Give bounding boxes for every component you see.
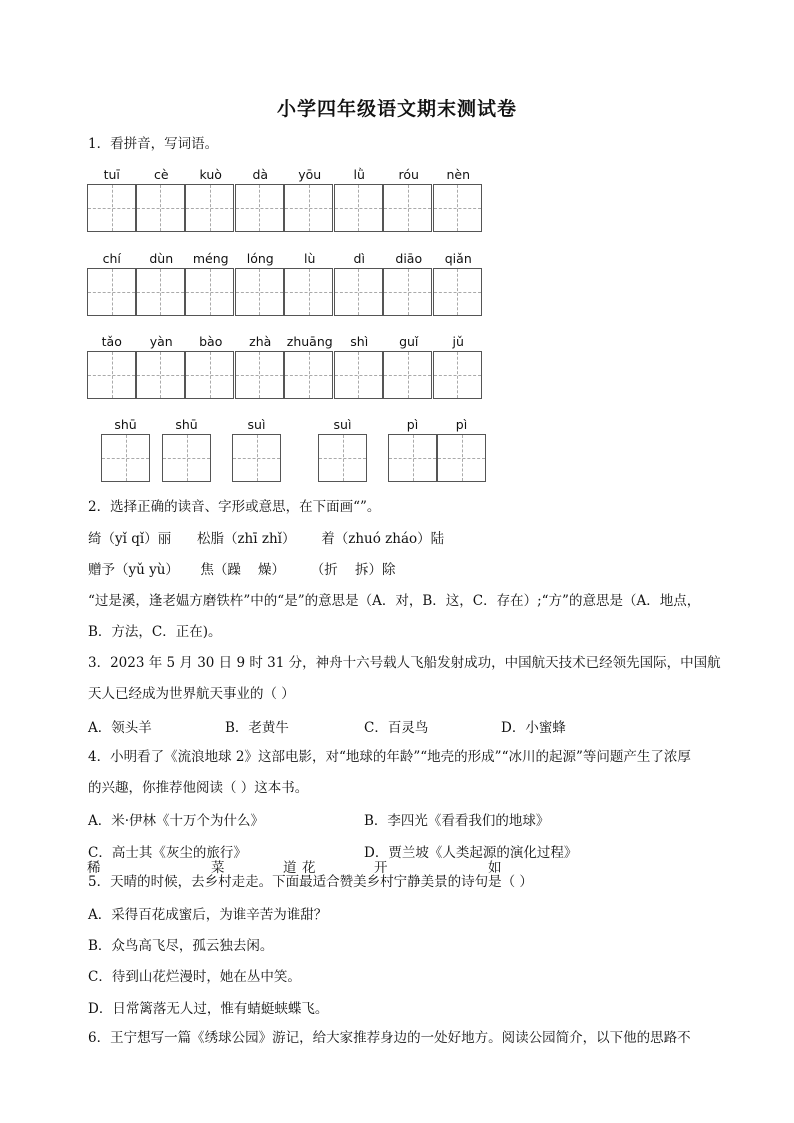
writing-box[interactable] bbox=[235, 268, 284, 316]
writing-box[interactable] bbox=[383, 351, 432, 399]
writing-box[interactable] bbox=[437, 434, 486, 482]
writing-box[interactable] bbox=[136, 351, 185, 399]
pinyin-cell bbox=[137, 166, 187, 232]
writing-box[interactable] bbox=[232, 434, 281, 482]
pinyin-label: cè bbox=[153, 167, 169, 182]
pinyin-label: yōu bbox=[298, 167, 322, 182]
writing-box[interactable] bbox=[162, 434, 211, 482]
pinyin-grid-row-1 bbox=[87, 166, 483, 232]
writing-box[interactable] bbox=[284, 268, 333, 316]
pinyin-cell bbox=[434, 166, 484, 232]
writing-box[interactable] bbox=[318, 434, 367, 482]
pinyin-cell bbox=[186, 333, 236, 399]
pinyin-cell bbox=[87, 250, 137, 316]
q6-line-1: 6．王宁想写一篇《绣球公园》游记，给大家推荐身边的一处好地方。阅读公园简介，以下他的思路不 bbox=[88, 1030, 691, 1046]
pinyin-cell bbox=[384, 250, 434, 316]
q5-stem: 5．天晴的时候，去乡村走走。下面最适合赞美乡村宁静美景的诗句是（ ） bbox=[88, 874, 533, 890]
pinyin-cell bbox=[87, 166, 137, 232]
pinyin-label: tǎo bbox=[101, 334, 122, 349]
writing-box[interactable] bbox=[388, 434, 437, 482]
writing-box[interactable] bbox=[284, 351, 333, 399]
q2-line-4: B．方法，C．正在)。 bbox=[88, 624, 222, 640]
writing-box[interactable] bbox=[185, 351, 234, 399]
idiom-char: 道 bbox=[283, 860, 297, 876]
q3-option-a[interactable]: A．领头羊 bbox=[88, 720, 152, 736]
idiom-char: 开 bbox=[374, 860, 388, 876]
writing-box[interactable] bbox=[334, 268, 383, 316]
pinyin-label: shū bbox=[114, 417, 137, 432]
pinyin-cell bbox=[335, 250, 385, 316]
pinyin-label: lóng bbox=[246, 251, 274, 266]
pinyin-label: tuī bbox=[103, 167, 120, 182]
idiom-char: 菜 bbox=[211, 860, 225, 876]
idiom-char: 花 bbox=[302, 860, 316, 876]
pinyin-label: kuò bbox=[199, 167, 222, 182]
pinyin-cell bbox=[434, 333, 484, 399]
pinyin-cell bbox=[434, 250, 484, 316]
q4-line-1: 4．小明看了《流浪地球 2》这部电影，对“地球的年龄”“地壳的形成”“冰川的起源”等问题产生了浓厚 bbox=[88, 749, 691, 765]
pinyin-label: lǜ bbox=[353, 167, 365, 182]
writing-box[interactable] bbox=[235, 184, 284, 232]
pinyin-label: pì bbox=[406, 417, 419, 432]
pinyin-cell bbox=[186, 166, 236, 232]
pinyin-cell bbox=[186, 250, 236, 316]
pinyin-cell bbox=[236, 250, 286, 316]
writing-box[interactable] bbox=[334, 184, 383, 232]
q4-option-b[interactable]: B．李四光《看看我们的地球》 bbox=[364, 813, 550, 829]
pinyin-label: dà bbox=[252, 167, 269, 182]
pinyin-cell bbox=[87, 333, 137, 399]
q5-option-c[interactable]: C．待到山花烂漫时，她在丛中笑。 bbox=[88, 969, 301, 985]
q2-line-1: 绮（yǐ qǐ）丽 松脂（zhī zhǐ） 着（zhuó zháo）陆 bbox=[88, 531, 445, 547]
pinyin-label: jǔ bbox=[452, 334, 464, 349]
writing-box[interactable] bbox=[433, 351, 482, 399]
writing-box[interactable] bbox=[383, 268, 432, 316]
pinyin-cell bbox=[232, 416, 281, 482]
q2-line-2: 赠予（yǔ yù） 焦（躁 燥） （折 拆）除 bbox=[88, 562, 396, 578]
q2-stem: 2．选择正确的读音、字形或意思，在下面画“”。 bbox=[88, 499, 381, 515]
pinyin-cell bbox=[437, 416, 486, 482]
q2-line-3: “过是溪，逢老媪方磨铁杵”中的“是”的意思是（A．对，B．这，C．存在）;“方”的意思是（A．地点， bbox=[88, 593, 701, 609]
q4-line-2: 的兴趣，你推荐他阅读（ ）这本书。 bbox=[88, 780, 309, 796]
pinyin-label: yàn bbox=[149, 334, 173, 349]
q3-option-c[interactable]: C．百灵鸟 bbox=[364, 720, 429, 736]
pinyin-label: zhà bbox=[249, 334, 272, 349]
writing-box[interactable] bbox=[284, 184, 333, 232]
pinyin-label: chí bbox=[102, 251, 121, 266]
pinyin-grid-row-3 bbox=[87, 333, 483, 399]
writing-box[interactable] bbox=[383, 184, 432, 232]
pinyin-cell bbox=[101, 416, 150, 482]
pinyin-cell bbox=[335, 166, 385, 232]
pinyin-cell bbox=[236, 333, 286, 399]
pinyin-label: zhuāng bbox=[286, 334, 333, 349]
pinyin-cell bbox=[285, 333, 335, 399]
pinyin-label: suì bbox=[247, 417, 266, 432]
q4-option-a[interactable]: A．米·伊林《十万个为什么》 bbox=[88, 813, 265, 829]
pinyin-cell bbox=[384, 166, 434, 232]
idiom-char: 如 bbox=[488, 860, 502, 876]
writing-box[interactable] bbox=[101, 434, 150, 482]
writing-box[interactable] bbox=[136, 184, 185, 232]
pinyin-label: nèn bbox=[446, 167, 471, 182]
pinyin-cell bbox=[137, 333, 187, 399]
pinyin-cell bbox=[236, 166, 286, 232]
q5-option-a[interactable]: A．采得百花成蜜后，为谁辛苦为谁甜？ bbox=[88, 907, 328, 923]
pinyin-label: lù bbox=[304, 251, 316, 266]
writing-box[interactable] bbox=[433, 268, 482, 316]
q3-option-b[interactable]: B．老黄牛 bbox=[225, 720, 289, 736]
writing-box[interactable] bbox=[334, 351, 383, 399]
writing-box[interactable] bbox=[235, 351, 284, 399]
pinyin-cell bbox=[285, 166, 335, 232]
pinyin-label: méng bbox=[192, 251, 229, 266]
pinyin-label: suì bbox=[333, 417, 352, 432]
pinyin-cell bbox=[162, 416, 211, 482]
writing-box[interactable] bbox=[185, 184, 234, 232]
q3-option-d[interactable]: D．小蜜蜂 bbox=[501, 720, 566, 736]
pinyin-label: róu bbox=[398, 167, 419, 182]
pinyin-label: shì bbox=[350, 334, 369, 349]
writing-box[interactable] bbox=[87, 351, 136, 399]
pinyin-cell bbox=[137, 250, 187, 316]
pinyin-label: dì bbox=[353, 251, 365, 266]
q1-stem: 1．看拼音，写词语。 bbox=[88, 136, 219, 152]
writing-box[interactable] bbox=[136, 268, 185, 316]
q5-option-b[interactable]: B．众鸟高飞尽，孤云独去闲。 bbox=[88, 938, 274, 954]
page-title: 小学四年级语文期末测试卷 bbox=[276, 98, 517, 120]
q5-option-d[interactable]: D．日常篱落无人过，惟有蜻蜓蛱蝶飞。 bbox=[88, 1001, 329, 1017]
pinyin-cell bbox=[335, 333, 385, 399]
q4-option-d[interactable]: D．贾兰坡《人类起源的演化过程》 bbox=[364, 845, 578, 861]
q4-option-c[interactable]: C．高士其《灰尘的旅行》 bbox=[88, 845, 247, 861]
pinyin-label: qiǎn bbox=[444, 251, 472, 266]
pinyin-label: dùn bbox=[149, 251, 174, 266]
pinyin-label: diāo bbox=[395, 251, 423, 266]
pinyin-cell bbox=[318, 416, 367, 482]
pinyin-cell bbox=[384, 333, 434, 399]
writing-box[interactable] bbox=[185, 268, 234, 316]
pinyin-label: shū bbox=[175, 417, 198, 432]
idiom-char: 稀 bbox=[87, 860, 101, 876]
q3-line-1: 3．2023 年 5 月 30 日 9 时 31 分，神舟十六号载人飞船发射成功，中国航天技术已经领先国际，中国航 bbox=[88, 655, 721, 671]
writing-box[interactable] bbox=[433, 184, 482, 232]
pinyin-label: pì bbox=[455, 417, 468, 432]
pinyin-label: guǐ bbox=[399, 334, 419, 349]
pinyin-grid-row-2 bbox=[87, 250, 483, 316]
writing-box[interactable] bbox=[87, 268, 136, 316]
writing-box[interactable] bbox=[87, 184, 136, 232]
pinyin-label: bào bbox=[199, 334, 223, 349]
pinyin-cell bbox=[388, 416, 437, 482]
q3-line-2: 天人已经成为世界航天事业的（ ） bbox=[88, 686, 295, 702]
pinyin-cell bbox=[285, 250, 335, 316]
